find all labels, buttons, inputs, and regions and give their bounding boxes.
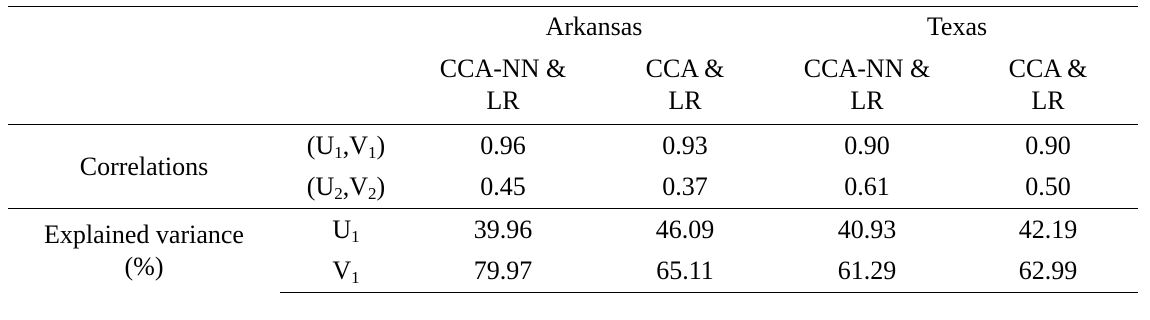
variable-pair-cell: $(U_1,V_1)$ bbox=[280, 125, 412, 167]
var-name: V bbox=[349, 130, 369, 160]
value-cell: 42.19 bbox=[958, 209, 1138, 251]
method-line: CCA & bbox=[645, 54, 725, 84]
method-line: LR bbox=[668, 86, 702, 116]
value-cell: 65.11 bbox=[594, 251, 776, 293]
method-header bbox=[594, 47, 776, 125]
value-cell: 46.09 bbox=[594, 209, 776, 251]
value-cell: 40.93 bbox=[776, 209, 958, 251]
header-method-row bbox=[8, 47, 1138, 125]
var-subscript: 1 bbox=[368, 142, 377, 162]
method-line: CCA-NN & bbox=[803, 54, 931, 84]
var-subscript: 1 bbox=[334, 142, 343, 162]
method-line: CCA & bbox=[1008, 54, 1088, 84]
value-cell: 61.29 bbox=[776, 251, 958, 293]
var-name: V bbox=[349, 172, 369, 202]
value-cell: 0.90 bbox=[958, 125, 1138, 167]
state-header-arkansas: Arkansas bbox=[412, 7, 776, 47]
method-line: CCA-NN & bbox=[439, 54, 567, 84]
value-cell: 0.61 bbox=[844, 172, 890, 202]
table-row bbox=[8, 125, 1138, 167]
table-row bbox=[8, 209, 1138, 251]
variable-pair-cell: $(U_2,V_2)$ bbox=[306, 172, 386, 204]
var-subscript: 2 bbox=[334, 184, 343, 204]
blank-header-cell bbox=[280, 7, 412, 47]
blank-header-cell bbox=[8, 47, 280, 125]
variable-cell bbox=[280, 209, 412, 251]
value-cell: 0.45 bbox=[480, 172, 526, 202]
group-label-explained-variance bbox=[8, 209, 280, 293]
var-subscript: 1 bbox=[351, 268, 360, 288]
value-cell: 39.96 bbox=[412, 209, 594, 251]
method-line: LR bbox=[486, 86, 520, 116]
value-cell: 0.93 bbox=[594, 125, 776, 167]
header-state-row bbox=[8, 7, 1138, 47]
var-subscript: 1 bbox=[351, 226, 360, 246]
results-table bbox=[8, 6, 1138, 293]
value-cell: 62.99 bbox=[958, 251, 1138, 293]
value-cell: 0.96 bbox=[412, 125, 594, 167]
var-name: U bbox=[315, 172, 335, 202]
method-header bbox=[412, 47, 594, 125]
blank-header-cell bbox=[8, 7, 280, 47]
group-label-line: (%) bbox=[124, 251, 164, 281]
var-name: V bbox=[332, 256, 352, 286]
method-line: LR bbox=[850, 86, 884, 116]
method-header bbox=[776, 47, 958, 125]
var-subscript: 2 bbox=[368, 184, 377, 204]
group-label-line: Explained variance bbox=[44, 219, 244, 249]
value-cell: 0.50 bbox=[1025, 172, 1071, 202]
state-header-texas: Texas bbox=[776, 7, 1138, 47]
value-cell: 0.90 bbox=[776, 125, 958, 167]
group-label-correlations: Correlations bbox=[8, 125, 280, 209]
method-line: LR bbox=[1031, 86, 1065, 116]
variable-cell bbox=[280, 251, 412, 293]
var-name: U bbox=[315, 130, 335, 160]
blank-header-cell bbox=[280, 47, 412, 125]
var-name: U bbox=[332, 214, 352, 244]
method-header bbox=[958, 47, 1138, 125]
value-cell: 0.37 bbox=[662, 172, 708, 202]
value-cell: 79.97 bbox=[412, 251, 594, 293]
